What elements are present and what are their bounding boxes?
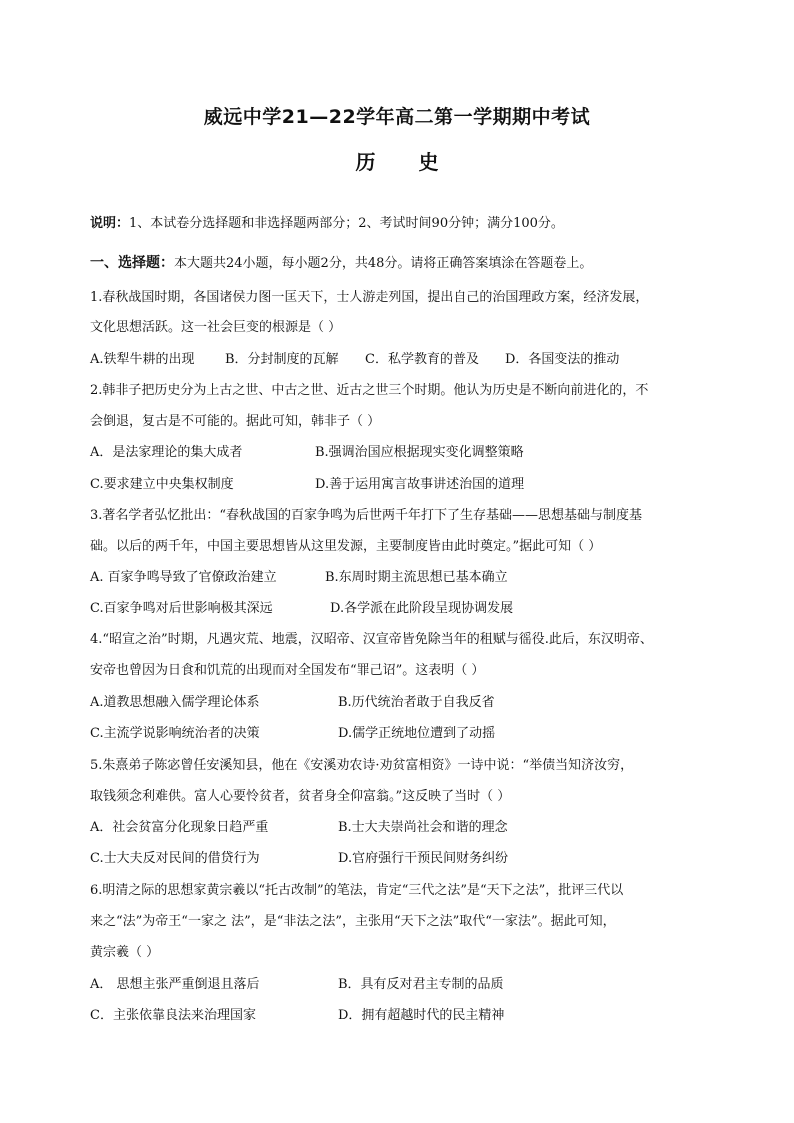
question-3-option-d: D.各学派在此阶段呈现协调发展 <box>330 601 514 616</box>
question-1-option-d: D．各国变法的推动 <box>505 352 620 367</box>
question-6-option-b: B．具有反对君主专制的品质 <box>338 977 504 992</box>
question-6-line-3: 黄宗羲（ ） <box>90 945 160 960</box>
section-heading <box>90 253 715 274</box>
question-5-line-1: 5.朱熹弟子陈宓曾任安溪知县，他在《安溪劝农诗·劝贫富相资》一诗中说：“举债当知济汝穷， <box>90 758 634 773</box>
question-6-line-2: 来之“法”为帝王“一家之 法”，是“非法之法”，主张用“天下之法”取代“一家法”。据此可知， <box>90 914 616 929</box>
question-5-line-2: 取钱须念利难供。富人心要怜贫者，贫者身全仰富翁。”这反映了当时（ ） <box>90 789 511 804</box>
question-4-option-d: D.儒学正统地位遭到了动摇 <box>338 726 496 741</box>
question-3-line-2: 础。以后的两千年，中国主要思想皆从这里发源，主要制度皆由此时奠定。”据此可知（ ） <box>90 539 602 554</box>
question-3-option-a: A. 百家争鸣导致了官僚政治建立 <box>90 570 277 585</box>
section-title: 一、选择题： <box>90 255 174 271</box>
question-2-line-1: 2.韩非子把历史分为上古之世、中古之世、近古之世三个时期。他认为历史是不断向前进化的，不 <box>90 383 649 398</box>
question-3-option-c: C.百家争鸣对后世影响极其深远 <box>90 601 273 616</box>
question-1-line-1: 1.春秋战国时期，各国诸侯力图一匡天下，士人游走列国，提出自己的治国理政方案，经济发展， <box>90 290 649 305</box>
question-4-line-2: 安帝也曾因为日食和饥荒的出现而对全国发布“罪己诏”。这表明（ ） <box>90 663 485 678</box>
question-1-option-c: C．私学教育的普及 <box>365 352 479 367</box>
instructions <box>90 214 715 234</box>
question-5-option-b: B.士大夫崇尚社会和谐的理念 <box>338 820 508 835</box>
question-1-option-b: B．分封制度的瓦解 <box>225 352 339 367</box>
question-5-option-a: A．社会贫富分化现象日趋严重 <box>90 820 269 835</box>
subject-title: 历 史 <box>355 150 457 174</box>
question-4-option-a: A.道教思想融入儒学理论体系 <box>90 695 260 710</box>
question-4-option-b: B.历代统治者敢于自我反省 <box>338 695 495 710</box>
question-2-option-d: D.善于运用寓言故事讲述治国的道理 <box>315 477 525 492</box>
instructions-text: 1、本试卷分选择题和非选择题两部分；2、考试时间90分钟；满分100分。 <box>129 216 564 231</box>
question-4-option-c: C.主流学说影响统治者的决策 <box>90 726 260 741</box>
question-1-line-2: 文化思想活跃。这一社会巨变的根源是（ ） <box>90 320 342 335</box>
question-6-option-c: C．主张依靠良法来治理国家 <box>90 1008 256 1023</box>
question-6-line-1: 6.明清之际的思想家黄宗羲以“托古改制”的笔法，肯定“三代之法”是“天下之法”，批评三代以 <box>90 883 624 898</box>
question-3-line-1: 3.著名学者弘忆批出：“春秋战国的百家争鸣为后世两千年打下了生存基础——思想基础与制度基 <box>90 508 643 523</box>
question-5-option-d: D.官府强行干预民间财务纠纷 <box>338 851 509 866</box>
question-5-option-c: C.士大夫反对民间的借贷行为 <box>90 851 260 866</box>
question-6-option-d: D．拥有超越时代的民主精神 <box>338 1008 505 1023</box>
question-4-line-1: 4.“昭宣之治”时期，凡遇灾荒、地震，汉昭帝、汉宣帝皆免除当年的租赋与徭役.此后，东汉明帝、 <box>90 632 653 647</box>
question-2-line-2: 会倒退，复古是不可能的。据此可知，韩非子（ ） <box>90 414 381 429</box>
question-2-option-c: C.要求建立中央集权制度 <box>90 477 234 492</box>
section-text: 本大题共24小题，每小题2分，共48分。请将正确答案填涂在答题卷上。 <box>174 256 593 271</box>
exam-title: 威远中学21—22学年高二第一学期期中考试 <box>203 106 591 128</box>
question-2-option-a: A．是法家理论的集大成者 <box>90 445 243 460</box>
question-2-option-b: B.强调治国应根据现实变化调整策略 <box>315 445 524 460</box>
question-1-option-a: A.铁犁牛耕的出现 <box>90 352 195 367</box>
instructions-label: 说明： <box>90 216 130 231</box>
question-6-option-a: A． 思想主张严重倒退且落后 <box>90 977 260 992</box>
question-3-option-b: B.东周时期主流思想已基本确立 <box>325 570 508 585</box>
